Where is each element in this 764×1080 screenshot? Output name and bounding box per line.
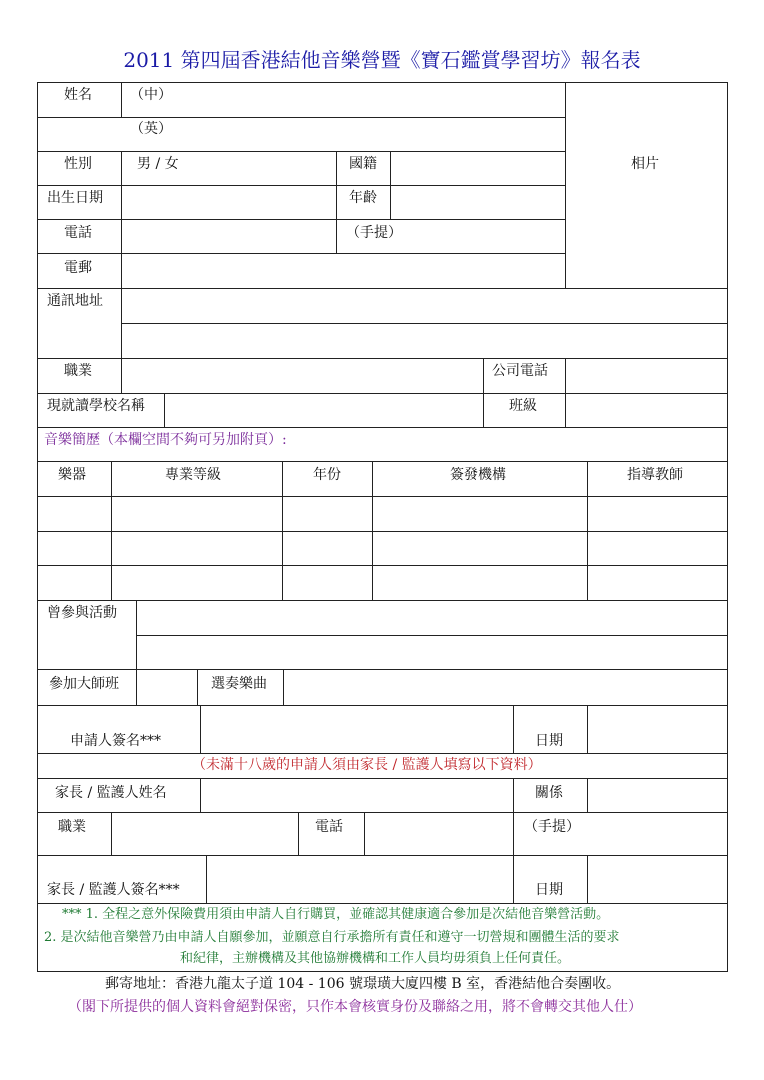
- guardian-signature-label: 家長 / 監護人簽名***: [47, 882, 180, 898]
- col-teacher: 指導教師: [627, 467, 683, 483]
- dob-label: 出生日期: [47, 190, 103, 206]
- class-label: 班級: [509, 398, 537, 414]
- guardian-mobile-label: （手提）: [524, 819, 580, 835]
- col-grade: 專業等級: [165, 467, 221, 483]
- relation-label: 關係: [535, 785, 563, 801]
- repertoire-label: 選奏樂曲: [211, 676, 267, 692]
- col-issuer: 簽發機構: [450, 467, 506, 483]
- occupation-label: 職業: [64, 363, 92, 379]
- note-2-line-2: 和紀律，主辦機構及其他協辦機構和工作人員均毋須負上任何責任。: [180, 951, 571, 966]
- phone-label: 電話: [64, 225, 92, 241]
- name-english-label: （英）: [130, 121, 172, 137]
- photo-label: 相片: [631, 156, 659, 172]
- privacy-note: （閣下所提供的個人資料會絕對保密，只作本會核實身份及聯絡之用，將不會轉交其他人仕）: [68, 999, 642, 1015]
- name-label: 姓名: [64, 87, 92, 103]
- guardian-phone-label: 電話: [315, 819, 343, 835]
- minor-note: （未滿十八歲的申請人須由家長 / 監護人填寫以下資料）: [192, 757, 542, 773]
- past-activities-label: 曾參與活動: [47, 605, 117, 621]
- col-year: 年份: [313, 467, 341, 483]
- mailing-address: 郵寄地址：香港九龍太子道 104 - 106 號璟璜大廈四樓 B 室，香港結他合奏團收。: [105, 976, 621, 992]
- applicant-date-label: 日期: [535, 733, 563, 749]
- guardian-date-label: 日期: [535, 882, 563, 898]
- gender-label: 性別: [64, 156, 92, 172]
- email-label: 電郵: [64, 260, 92, 276]
- note-2-line-1: 2. 是次結他音樂營乃由申請人自願參加，並願意自行承擔所有責任和遵守一切營規和團體生活的要求: [44, 930, 620, 945]
- age-label: 年齡: [349, 190, 377, 206]
- form-title: 2011 第四屆香港結他音樂營暨《寶石鑑賞學習坊》報名表: [123, 48, 641, 72]
- gender-options[interactable]: 男 / 女: [137, 156, 179, 172]
- mobile-label: （手提）: [346, 225, 402, 241]
- guardian-name-label: 家長 / 監護人姓名: [55, 785, 167, 801]
- masterclass-label: 參加大師班: [49, 676, 119, 692]
- company-phone-label: 公司電話: [492, 363, 548, 379]
- guardian-occupation-label: 職業: [58, 819, 86, 835]
- nationality-label: 國籍: [349, 156, 377, 172]
- applicant-signature-label: 申請人簽名***: [70, 733, 161, 749]
- name-chinese-label: （中）: [130, 87, 172, 103]
- address-label: 通訊地址: [47, 293, 103, 309]
- school-label: 現就讀學校名稱: [47, 398, 145, 414]
- music-history-heading: 音樂簡歷（本欄空間不夠可另加附頁）:: [44, 432, 287, 448]
- col-instrument: 樂器: [58, 467, 86, 483]
- note-1: *** 1. 全程之意外保險費用須由申請人自行購買，並確認其健康適合參加是次結他音樂營活動。: [62, 907, 610, 922]
